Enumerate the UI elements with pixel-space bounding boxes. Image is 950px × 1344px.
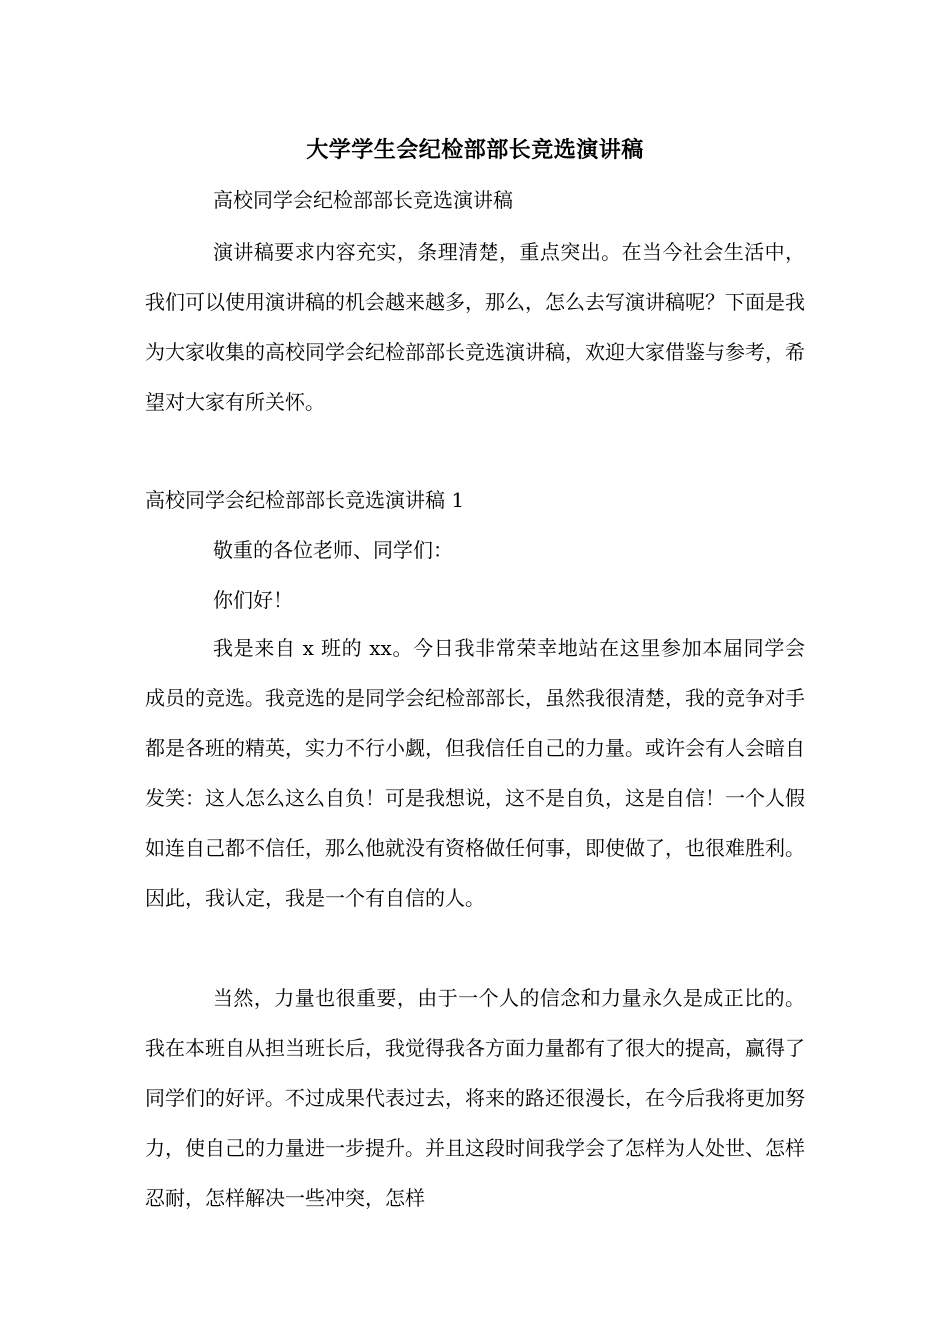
body-paragraph-1: 我是来自 x 班的 xx。今日我非常荣幸地站在这里参加本届同学会成员的竞选。我竞选的是同学会纪检部部长，虽然我很清楚，我的竞争对手都是各班的精英，实力不行小觑，但我信任自己的力量。或许会有人会暗自发笑：这人怎么这么自负！可是我想说，这不是自负，这是自信！一个人假如连自己都不信任，那么他就没有资格做任何事，即使做了，也很难胜利。因此，我认定，我是一个有自信的人。 <box>145 636 805 910</box>
document-subtitle: 高校同学会纪检部部长竞选演讲稿 <box>213 188 513 212</box>
section-heading: 高校同学会纪检部部长竞选演讲稿 1 <box>145 488 465 512</box>
body-paragraph-2: 当然，力量也很重要，由于一个人的信念和力量永久是成正比的。我在本班自从担当班长后，我觉得我各方面力量都有了很大的提高，赢得了同学们的好评。不过成果代表过去，将来的路还很漫长，在今后我将更加努力，使自己的力量进一步提升。并且这段时间我学会了怎样为人处世、怎样忍耐，怎样解决一些冲突，怎样 <box>145 986 805 1210</box>
intro-paragraph: 演讲稿要求内容充实，条理清楚，重点突出。在当今社会生活中，我们可以使用演讲稿的机会越来越多，那么，怎么去写演讲稿呢？下面是我为大家收集的高校同学会纪检部部长竞选演讲稿，欢迎大家借鉴与参考，希望对大家有所关怀。 <box>145 240 805 414</box>
hello-line: 你们好！ <box>213 588 293 612</box>
greeting-line: 敬重的各位老师、同学们： <box>213 538 453 562</box>
document-title: 大学学生会纪检部部长竞选演讲稿 <box>306 137 644 163</box>
